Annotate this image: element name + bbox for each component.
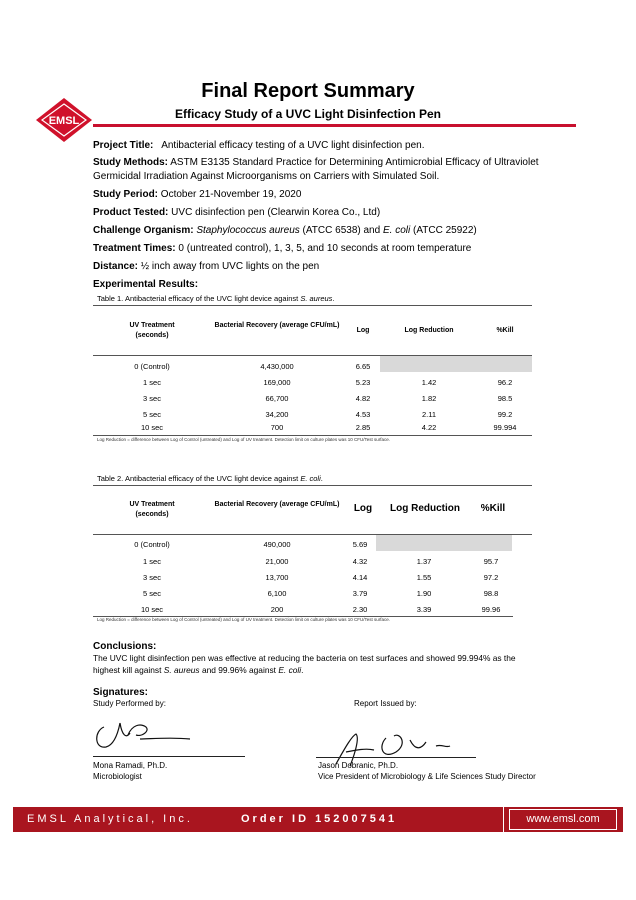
page-title: Final Report Summary: [201, 80, 415, 102]
table1-header-recovery: Bacterial Recovery (average CFU/mL): [214, 322, 340, 329]
table1-control-shade: [380, 356, 532, 372]
left-signer-name: Mona Ramadi, Ph.D.: [93, 761, 168, 770]
field-label: Challenge Organism:: [93, 225, 194, 236]
field-value: ½ inch away from UVC lights on the pen: [140, 261, 320, 272]
signature-line-left: [93, 756, 245, 757]
conclusions-text-2: highest kill against S. aureus and 99.96% against E. coli.: [93, 665, 304, 675]
table1-caption: Table 1. Antibacterial efficacy of the UVC light device against S. aureus.: [97, 294, 335, 303]
study-methods-row-2: [93, 170, 439, 183]
field-label: Distance:: [93, 261, 139, 272]
field-label: Study Period:: [93, 189, 159, 200]
treatment-row: [93, 242, 471, 255]
field-value: 0 (untreated control), 1, 3, 5, and 10 seconds at room temperature: [178, 243, 472, 254]
table1-footnote: Log Reduction = difference between Log of Control (untreated) and Log of UV treatment. Detection limit on culture plates was 10 CFU/Test surface.: [97, 437, 390, 442]
footer-divider: [503, 807, 504, 832]
organism-name: Staphylococcus aureus: [196, 225, 300, 236]
footer-bar: [13, 807, 623, 832]
field-value: October 21-November 19, 2020: [160, 189, 302, 200]
right-signer-name: Jason Dobranic, Ph.D.: [318, 761, 399, 770]
conclusions-text: The UVC light disinfection pen was effective at reducing the bacteria on test surfaces and showed 99.994% as the: [93, 653, 516, 663]
table2-header-treatment: UV Treatment (seconds): [129, 501, 175, 518]
logo-text: EMSL: [48, 115, 80, 127]
results-heading: Experimental Results:: [93, 279, 199, 290]
signature-image-left: [90, 715, 200, 757]
field-value: Antibacterial efficacy testing of a UVC light disinfection pen.: [161, 140, 425, 151]
field-value: ASTM E3135 Standard Practice for Determining Antimicrobial Efficacy of Ultraviolet: [170, 157, 539, 168]
emsl-logo: [32, 96, 96, 144]
field-label: Product Tested:: [93, 207, 169, 218]
table2-header-log: Log: [353, 503, 373, 514]
project-title-row: [93, 139, 424, 152]
signatures-heading: Signatures:: [93, 687, 149, 698]
table1-header-treatment: UV Treatment (seconds): [129, 322, 175, 339]
table2-caption: Table 2. Antibacterial efficacy of the UVC light device against E. coli.: [97, 474, 323, 483]
study-methods-row: [93, 156, 539, 169]
table2-footnote: Log Reduction = difference between Log of Control (untreated) and Log of UV treatment. Detection limit on culture plates was 10 CFU/Test surface.: [97, 617, 390, 622]
footer-website-link[interactable]: www.emsl.com: [509, 809, 617, 830]
table2-top-rule: [93, 485, 532, 486]
field-label: Project Title:: [93, 140, 154, 151]
table2-header-log-reduction: Log Reduction: [390, 503, 460, 514]
field-value: UVC disinfection pen (Clearwin Korea Co., Ltd): [171, 207, 381, 218]
table1-top-rule: [93, 305, 532, 306]
table1-header-kill: %Kill: [496, 327, 514, 334]
left-signer-title: Microbiologist: [93, 772, 142, 781]
organism-name: E. coli: [382, 225, 411, 236]
field-value: Germicidal Irradiation Against Microorganisms on Carriers with Simulated Soil.: [93, 171, 440, 182]
table2-header-kill: %Kill: [480, 503, 506, 514]
field-label: Study Methods:: [93, 157, 168, 168]
challenge-row: [93, 224, 477, 237]
field-value: (ATCC 25922): [412, 225, 477, 236]
product-row: [93, 206, 380, 219]
header-divider: [93, 124, 576, 127]
table1-bottom-rule: [93, 435, 532, 436]
performed-by-label: Study Performed by:: [93, 699, 166, 708]
footer-company: EMSL Analytical, Inc.: [27, 813, 193, 825]
table2-control-shade: [376, 535, 512, 551]
distance-row: [93, 260, 319, 273]
table2-header-recovery: Bacterial Recovery (average CFU/mL): [214, 501, 340, 508]
field-value: (ATCC 6538) and: [302, 225, 381, 236]
footer-order-id: Order ID 152007541: [241, 813, 398, 825]
study-period-row: [93, 188, 301, 201]
right-signer-title: Vice President of Microbiology & Life Sciences Study Director: [318, 772, 536, 781]
table1-header-log: Log: [356, 327, 370, 334]
signature-line-right: [316, 757, 476, 758]
table1-header-log-reduction: Log Reduction: [404, 327, 454, 334]
page-subtitle: Efficacy Study of a UVC Light Disinfection Pen: [174, 107, 442, 121]
issued-by-label: Report Issued by:: [354, 699, 417, 708]
conclusions-heading: Conclusions:: [93, 641, 157, 652]
field-label: Treatment Times:: [93, 243, 176, 254]
